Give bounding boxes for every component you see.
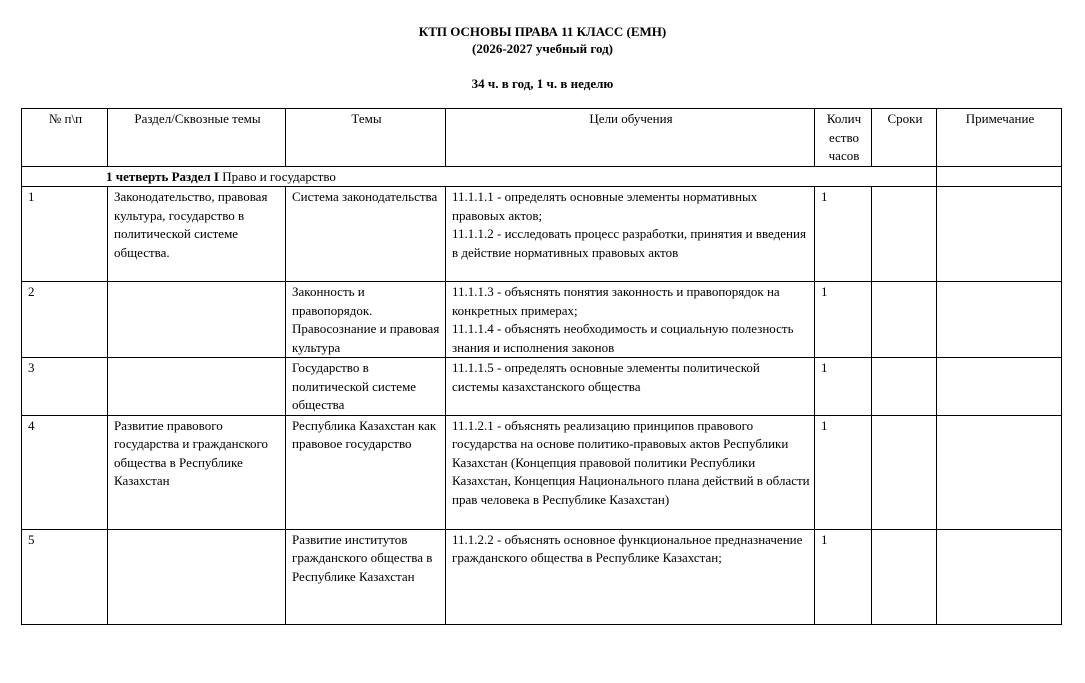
- row-objectives: [446, 187, 815, 282]
- row-hours: 1: [815, 529, 872, 624]
- row-objectives: [446, 415, 815, 529]
- table-row: [22, 282, 1062, 358]
- row-dates: [872, 358, 937, 416]
- objective: 11.1.1.3 - объяснять понятия законность и правопорядок на конкретных примерах;: [452, 284, 780, 318]
- col-header-section: Раздел/Сквозные темы: [108, 109, 286, 167]
- row-hours: 1: [815, 415, 872, 529]
- row-number: 4: [22, 415, 108, 529]
- row-topic: Система законодательства: [286, 187, 446, 282]
- row-dates: [872, 282, 937, 358]
- hours-header-line: часов: [828, 148, 860, 163]
- hours-per-year: 34 ч. в год, 1 ч. в неделю: [471, 76, 614, 91]
- row-notes: [937, 529, 1062, 624]
- row-dates: [872, 187, 937, 282]
- objective: 11.1.1.4 - объяснять необходимость и социальную полезность знания и исполнения законов: [452, 321, 794, 355]
- row-notes: [937, 187, 1062, 282]
- row-hours: 1: [815, 282, 872, 358]
- hours-header-line: Колич: [826, 111, 862, 126]
- col-header-dates: Сроки: [872, 109, 937, 167]
- col-header-hours: [815, 109, 872, 167]
- table-row: [22, 358, 1062, 416]
- row-number: 1: [22, 187, 108, 282]
- objective: 11.1.2.2 - объяснять основное функциональное предназначение гражданского общества в Республике Казахстан;: [452, 531, 803, 565]
- row-number: 3: [22, 358, 108, 416]
- quarter-label-bold: 1 четверть Раздел I: [106, 168, 219, 184]
- row-dates: [872, 529, 937, 624]
- row-topic: Законность и правопорядок. Правосознание и правовая культура: [286, 282, 446, 358]
- objective: 11.1.2.1 - объяснять реализацию принципов правового государства на основе политико-правовых актов Республики Казахстан (Концепция правовой политики Республики Казахстан, Концепция Национального плана действий в области прав человека в Республике Казахстан): [452, 417, 810, 507]
- row-section: Развитие правового государства и гражданского общества в Республике Казахстан: [108, 415, 286, 529]
- row-notes: [937, 282, 1062, 358]
- quarter-label: [22, 166, 937, 187]
- objective: 11.1.1.5 - определять основные элементы политической системы казахстанского общества: [452, 360, 760, 394]
- row-section: [108, 282, 286, 358]
- row-section: Законодательство, правовая культура, государство в политической системе общества.: [108, 187, 286, 282]
- curriculum-table: [21, 108, 1062, 625]
- table-row: [22, 529, 1062, 624]
- row-notes: [937, 415, 1062, 529]
- row-hours: 1: [815, 187, 872, 282]
- table-row: [22, 415, 1062, 529]
- row-topic: Республика Казахстан как правовое государство: [286, 415, 446, 529]
- row-notes: [937, 358, 1062, 416]
- document-title: КТП ОСНОВЫ ПРАВА 11 КЛАСС (ЕМН): [418, 24, 667, 39]
- row-section: [108, 358, 286, 416]
- table-row: [22, 187, 1062, 282]
- quarter-notes-cell: [937, 166, 1062, 187]
- row-number: 5: [22, 529, 108, 624]
- quarter-row: [22, 166, 1062, 187]
- objective: 11.1.1.2 - исследовать процесс разработки, принятия и введения в действие нормативных правовых актов: [452, 226, 806, 260]
- row-dates: [872, 415, 937, 529]
- row-topic: Развитие институтов гражданского общества в Республике Казахстан: [286, 529, 446, 624]
- col-header-notes: Примечание: [937, 109, 1062, 167]
- academic-year: (2026-2027 учебный год): [471, 41, 613, 56]
- row-objectives: [446, 282, 815, 358]
- row-topic: Государство в политической системе общества: [286, 358, 446, 416]
- col-header-number: № п\п: [22, 109, 108, 167]
- row-objectives: [446, 358, 815, 416]
- row-number: 2: [22, 282, 108, 358]
- row-hours: 1: [815, 358, 872, 416]
- row-objectives: [446, 529, 815, 624]
- hours-header-line: ество: [828, 129, 860, 145]
- col-header-objectives: Цели обучения: [446, 109, 815, 167]
- col-header-topics: Темы: [286, 109, 446, 167]
- quarter-label-text: Право и государство: [218, 168, 336, 184]
- objective: 11.1.1.1 - определять основные элементы нормативных правовых актов;: [452, 189, 758, 223]
- row-section: [108, 529, 286, 624]
- table-header-row: [22, 109, 1062, 167]
